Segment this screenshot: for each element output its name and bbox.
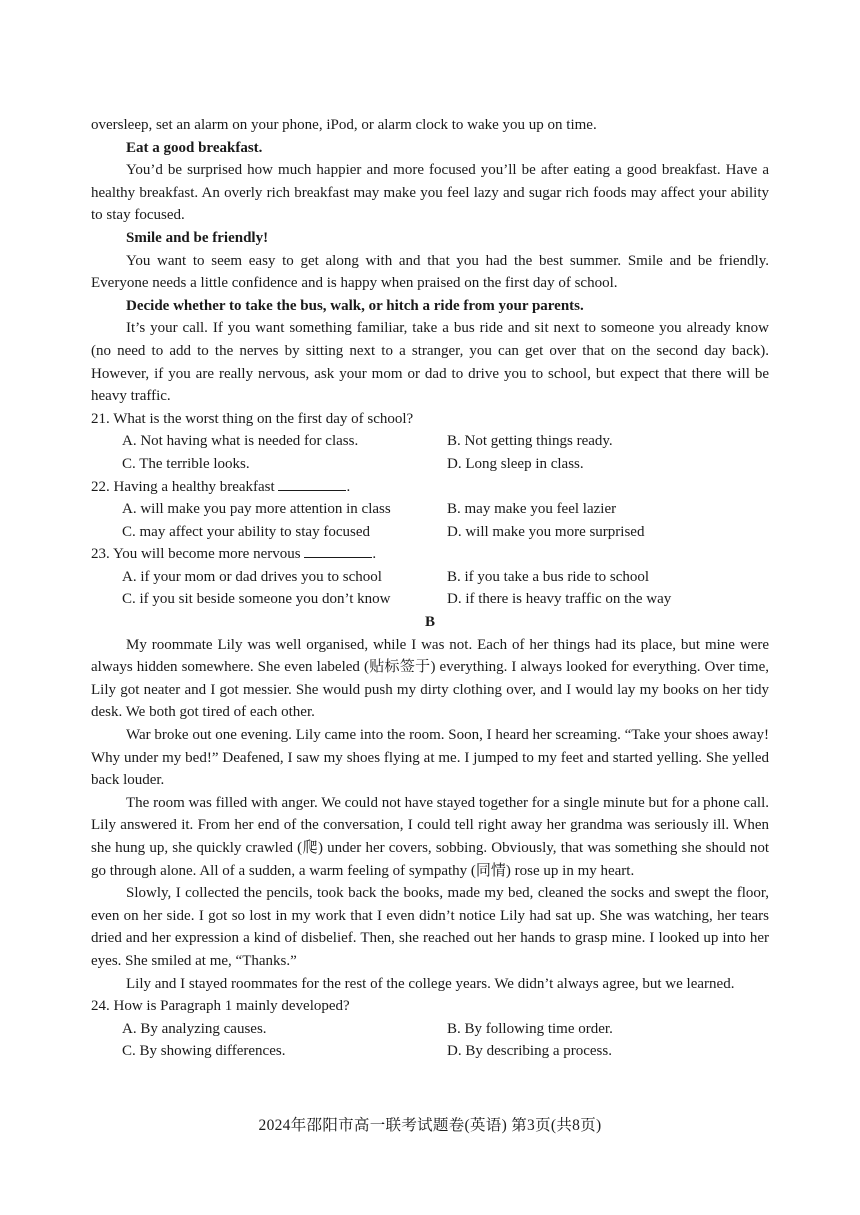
- story-paragraph-3: The room was filled with anger. We could not have stayed together for a single minute but for a phone call. Lily answered it. From her end of the conversation, I could tell right away her grandma was seriously ill. When she hung up, she quickly crawled (爬) under her covers, sobbing. Obviously, that was something she should not go through alone. All of a sudden, a warm feeling of sympathy (同情) rose up in my heart.: [91, 794, 769, 879]
- story-paragraph-1: My roommate Lily was well organised, while I was not. Each of her things had its place, but mine were always hidden somewhere. She even labeled (贴标签于) everything. I always looked for everything. Over time, Lily got neater and I got messier. She would push my dirty clothing over, and I would lay my books on her tidy desk. We both got tired of each other.: [91, 636, 769, 721]
- paragraph-transport: It’s your call. If you want something familiar, take a bus ride and sit next to someone you already know (no need to add to the nerves by sitting next to a stranger, you can get over that on the second day back). However, if you are really nervous, ask your mom or dad to drive you to school, but expect that there will be heavy traffic.: [91, 320, 769, 405]
- question-21-options: [91, 430, 769, 475]
- option-d: D. By describing a process.: [447, 1043, 612, 1060]
- section-b-label: B: [424, 614, 435, 631]
- option-a: A. Not having what is needed for class.: [122, 433, 359, 450]
- option-a: A. By analyzing causes.: [122, 1020, 267, 1037]
- question-22: [91, 476, 769, 499]
- option-c: C. By showing differences.: [122, 1043, 286, 1060]
- heading-breakfast: Eat a good breakfast.: [126, 139, 263, 156]
- question-24-stem: 24. How is Paragraph 1 mainly developed?: [91, 998, 350, 1015]
- answer-blank: [304, 543, 372, 558]
- option-c: C. may affect your ability to stay focused: [122, 523, 370, 540]
- paragraph-smile: You want to seem easy to get along with and that you had the best summer. Smile and be friendly. Everyone needs a little confidence and is happy when praised on the first day of school.: [91, 252, 769, 292]
- option-b: B. if you take a bus ride to school: [447, 568, 650, 585]
- heading-transport: Decide whether to take the bus, walk, or hitch a ride from your parents.: [126, 297, 584, 314]
- story-paragraph-2: War broke out one evening. Lily came into the room. Soon, I heard her screaming. “Take your shoes away! Why under my bed!” Deafened, I saw my shoes flying at me. I jumped to my feet and started yelling. She yelled back louder.: [91, 727, 769, 789]
- option-c: C. if you sit beside someone you don’t know: [122, 591, 391, 608]
- option-d: D. if there is heavy traffic on the way: [447, 591, 672, 608]
- question-21-stem: 21. What is the worst thing on the first day of school?: [91, 410, 414, 427]
- option-b: B. may make you feel lazier: [447, 501, 617, 518]
- question-22-options: [91, 498, 769, 543]
- option-d: D. will make you more surprised: [447, 523, 645, 540]
- heading-smile: Smile and be friendly!: [126, 229, 269, 246]
- option-b: B. Not getting things ready.: [447, 433, 613, 450]
- question-24-options: [91, 1018, 769, 1063]
- option-d: D. Long sleep in class.: [447, 455, 584, 472]
- option-b: B. By following time order.: [447, 1020, 613, 1037]
- question-22-stem-end: .: [346, 478, 351, 495]
- question-23: [91, 543, 769, 566]
- question-23-options: [91, 566, 769, 611]
- story-paragraph-5: Lily and I stayed roommates for the rest of the college years. We didn’t always agree, but we learned.: [126, 975, 735, 992]
- question-23-stem-end: .: [372, 546, 377, 563]
- page-body: [91, 114, 769, 1063]
- question-23-stem: 23. You will become more nervous: [91, 546, 305, 563]
- option-c: C. The terrible looks.: [122, 455, 250, 472]
- page-footer: 2024年邵阳市高一联考试题卷(英语) 第3页(共8页): [258, 1117, 602, 1134]
- story-paragraph-4: Slowly, I collected the pencils, took back the books, made my bed, cleaned the socks and swept the floor, even on her side. I got so lost in my work that I even didn’t notice Lily had sat up. She was watching, her tears dried and her expression a kind of disbelief. Then, she reached out her hands to grasp mine. I looked up into her eyes. She smiled at me, “Thanks.”: [91, 885, 769, 969]
- paragraph-breakfast: You’d be surprised how much happier and more focused you’ll be after eating a good breakfast. Have a healthy breakfast. An overly rich breakfast may make you feel lazy and sugar rich foods may affect your ability to stay focused.: [91, 162, 769, 224]
- option-a: A. will make you pay more attention in class: [122, 501, 391, 518]
- passage-a-continuation: oversleep, set an alarm on your phone, iPod, or alarm clock to wake you up on time.: [91, 117, 597, 133]
- option-a: A. if your mom or dad drives you to school: [122, 568, 382, 585]
- answer-blank: [278, 476, 346, 491]
- question-22-stem: 22. Having a healthy breakfast: [91, 478, 279, 495]
